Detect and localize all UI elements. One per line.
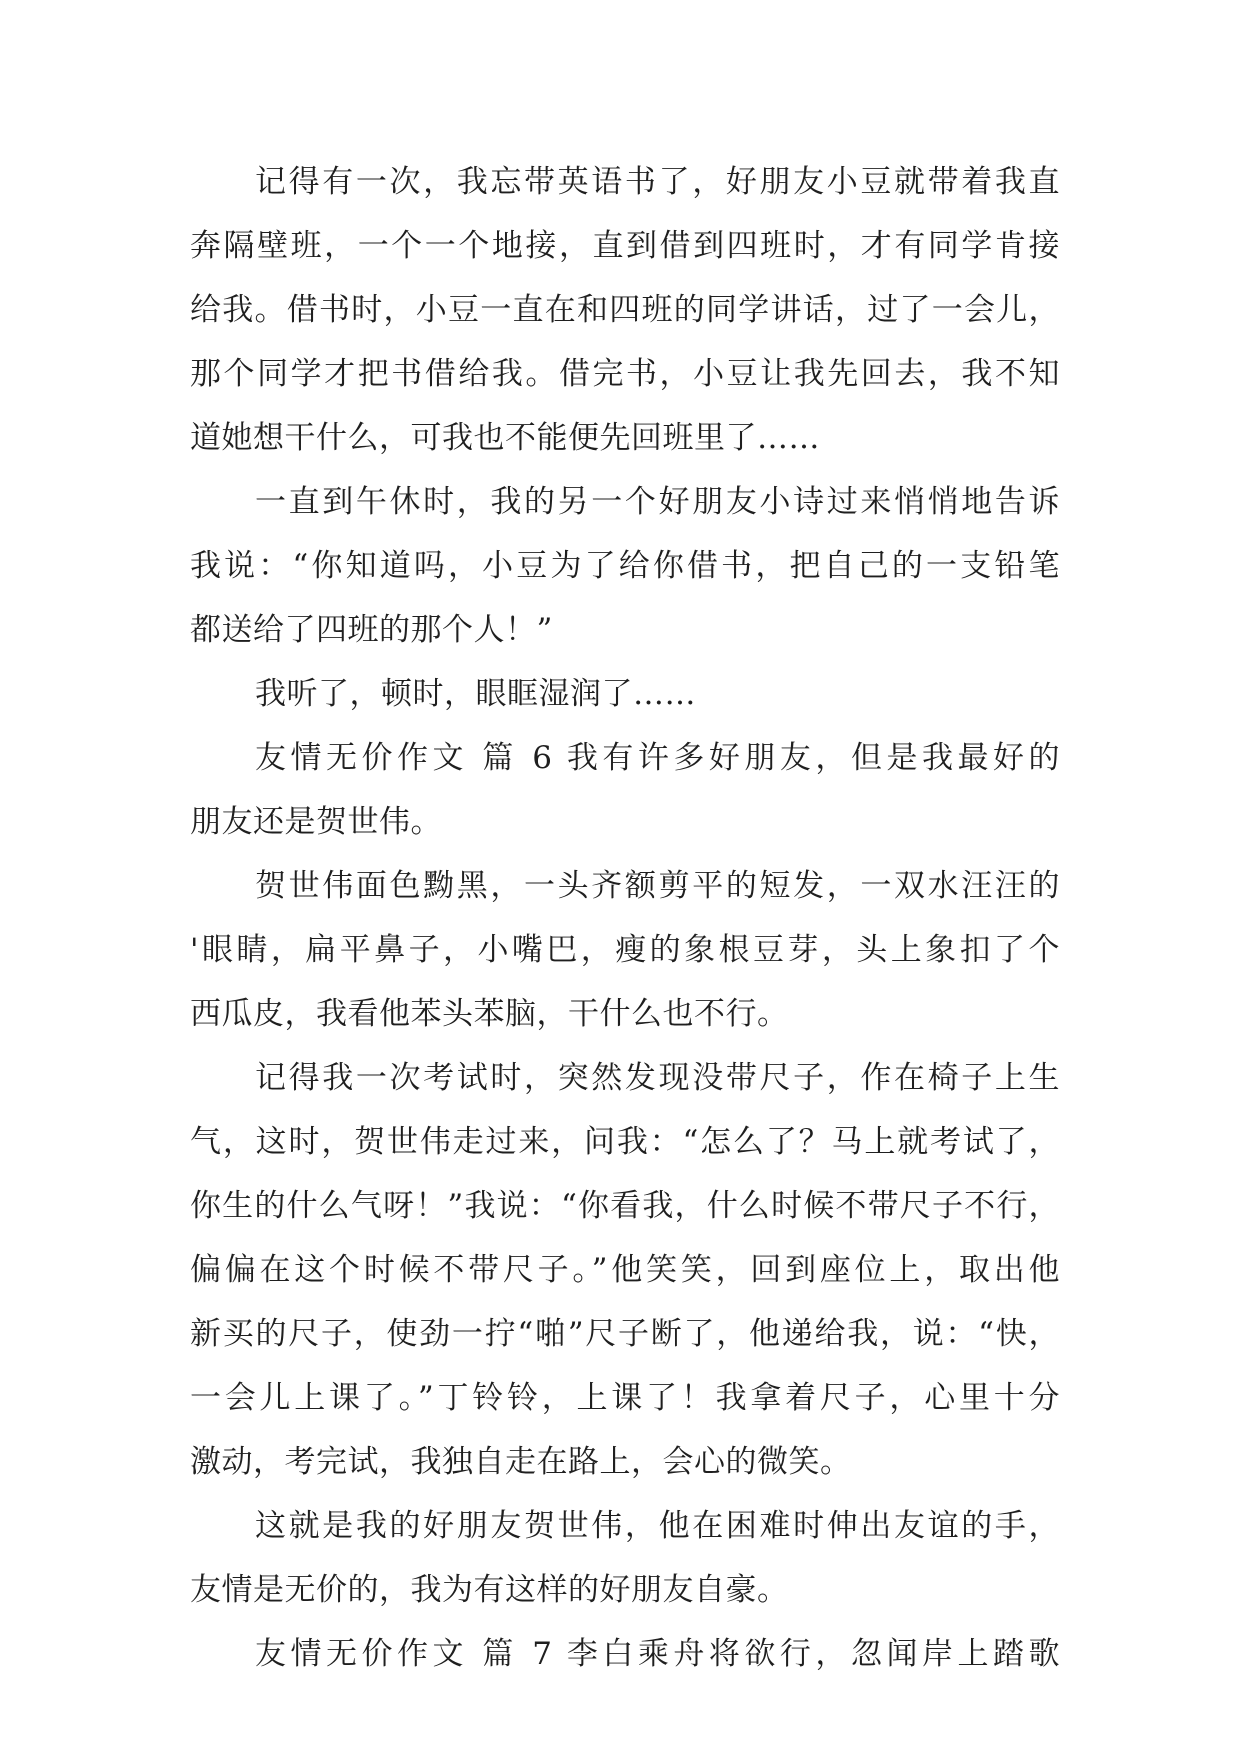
paragraph-line: 一会儿上课了。”丁铃铃，上课了！我拿着尺子，心里十分	[190, 1380, 1060, 1416]
paragraph-line: 那个同学才把书借给我。借完书，小豆让我先回去，我不知	[190, 356, 1060, 392]
paragraph-line: 都送给了四班的那个人！”	[190, 612, 553, 648]
paragraph-line: 偏偏在这个时候不带尺子。”他笑笑，回到座位上，取出他	[190, 1252, 1060, 1288]
paragraph-line: 激动，考完试，我独自走在路上，会心的微笑。	[190, 1444, 852, 1480]
paragraph-line: 记得有一次，我忘带英语书了，好朋友小豆就带着我直	[255, 164, 1060, 200]
paragraph-line: 一直到午休时，我的另一个好朋友小诗过来悄悄地告诉	[255, 484, 1060, 520]
paragraph-line: 气，这时，贺世伟走过来，问我：“怎么了？马上就考试了，	[190, 1124, 1060, 1160]
paragraph-line: 贺世伟面色黝黑，一头齐额剪平的短发，一双水汪汪的	[255, 868, 1060, 904]
paragraph-line: 道她想干什么，可我也不能便先回班里了……	[190, 420, 820, 456]
paragraph-line: 西瓜皮，我看他苯头苯脑，干什么也不行。	[190, 996, 789, 1032]
paragraph-line: 我说：“你知道吗，小豆为了给你借书，把自己的一支铅笔	[190, 548, 1060, 584]
paragraph-line: '眼睛，扁平鼻子，小嘴巴，瘦的象根豆芽，头上象扣了个	[190, 932, 1060, 968]
paragraph-line: 奔隔壁班，一个一个地接，直到借到四班时，才有同学肯接	[190, 228, 1060, 264]
paragraph-line: 这就是我的好朋友贺世伟，他在困难时伸出友谊的手，	[255, 1508, 1060, 1544]
paragraph-line: 新买的尺子，使劲一拧“啪”尺子断了，他递给我，说：“快，	[190, 1316, 1060, 1352]
section-heading-line: 友情无价作文 篇 7 李白乘舟将欲行，忽闻岸上踏歌	[255, 1636, 1060, 1672]
paragraph-line: 朋友还是贺世伟。	[190, 804, 442, 840]
section-heading-line: 友情无价作文 篇 6 我有许多好朋友，但是我最好的	[255, 740, 1060, 776]
paragraph-line: 友情是无价的，我为有这样的好朋友自豪。	[190, 1572, 789, 1608]
paragraph-line: 给我。借书时，小豆一直在和四班的同学讲话，过了一会儿，	[190, 292, 1060, 328]
paragraph-line: 我听了，顿时，眼眶湿润了……	[255, 676, 696, 712]
paragraph-line: 记得我一次考试时，突然发现没带尺子，作在椅子上生	[255, 1060, 1060, 1096]
paragraph-line: 你生的什么气呀！”我说：“你看我，什么时候不带尺子不行，	[190, 1188, 1060, 1224]
